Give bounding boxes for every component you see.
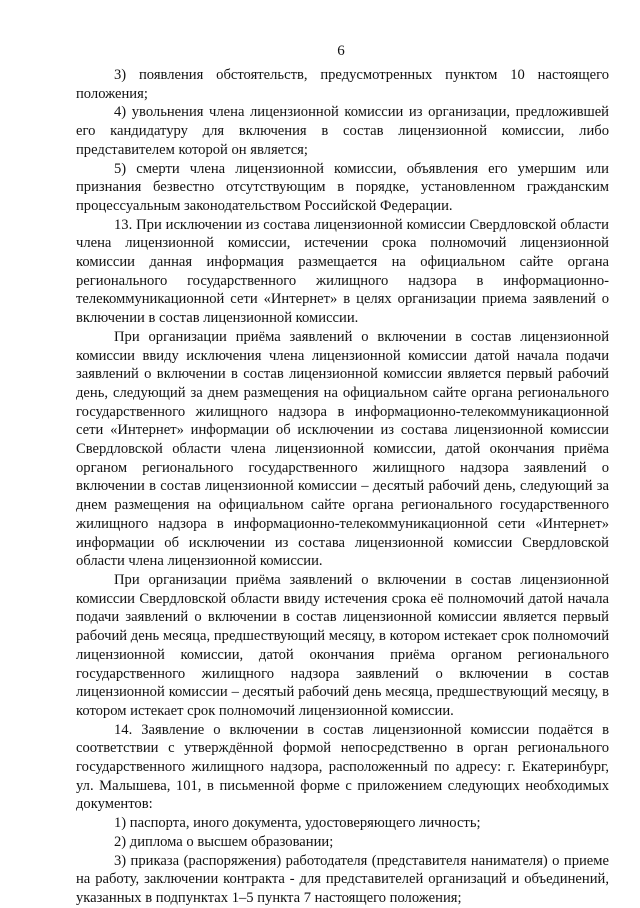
document-list-item-2: 2) диплома о высшем образовании; [114, 833, 334, 850]
page-number: 6 [337, 43, 345, 59]
document-list-item-1: 1) паспорта, иного документа, удостоверяющего личность; [114, 815, 481, 832]
document-body [76, 66, 609, 908]
paragraph-clause-13: 13. При исключении из состава лицензионной комиссии Свердловской области члена лицензионной комиссии, истечении срока полномочий лицензионной комиссии данная информация размещается на официальном сайте органа регионального государственного жилищного надзора в информационно-телекоммуникационной сети «Интернет» в целях организации приема заявлений о включении в состав лицензионной комиссии. [76, 216, 609, 327]
document-list-item-3: 3) приказа (распоряжения) работодателя (представителя нанимателя) о приеме на работу, заключении контракта - для представителей организаций и объединений, указанных в подпунктах 1–5 пункта 7 настоящего положения; [76, 852, 609, 906]
paragraph-item-5: 5) смерти члена лицензионной комиссии, объявления его умершим или признания безвестно отсутствующим в порядке, установленном гражданским процессуальным законодательством Российской Федерации. [76, 160, 609, 214]
paragraph-expiry-procedure: При организации приёма заявлений о включении в состав лицензионной комиссии Свердловской области ввиду истечения срока её полномочий датой начала подачи заявлений о включении в состав лицензионной комиссии является первый рабочий день месяца, предшествующий месяцу, в котором истекает срок полномочий лицензионной комиссии, датой окончания приёма органом регионального государственного жилищного надзора заявлений о включении в состав лицензионной комиссии – десятый рабочий день месяца, предшествующий месяцу, в котором истекает срок полномочий лицензионной комиссии. [76, 571, 609, 719]
paragraph-item-4: 4) увольнения члена лицензионной комиссии из организации, предложившей его кандидатуру для включения в состав лицензионной комиссии, либо представителем которой он является; [76, 104, 609, 158]
paragraph-clause-14: 14. Заявление о включении в состав лицензионной комиссии подаётся в соответствии с утверждённой формой непосредственно в орган регионального государственного жилищного надзора, расположенный по адресу: г. Екатеринбург, ул. Малышева, 101, в письменной форме с приложением следующих необходимых документов: [76, 721, 609, 813]
paragraph-exclusion-procedure: При организации приёма заявлений о включении в состав лицензионной комиссии ввиду исключения члена лицензионной комиссии датой начала подачи заявлений о включении в состав лицензионной комиссии является первый рабочий день, следующий за днем размещения на официальном сайте органа регионального государственного жилищного надзора в информационно-телекоммуникационной сети «Интернет» информации об исключении из состава лицензионной комиссии Свердловской области члена лицензионной комиссии, датой окончания приёма органом регионального государственного жилищного надзора заявлений о включении в состав лицензионной комиссии – десятый рабочий день, следующий за днем размещения на официальном сайте органа регионального государственного жилищного надзора в информационно-телекоммуникационной сети «Интернет» информации об исключении из состава лицензионной комиссии Свердловской области члена лицензионной комиссии. [76, 328, 609, 570]
paragraph-item-3: 3) появления обстоятельств, предусмотренных пунктом 10 настоящего положения; [76, 67, 609, 102]
